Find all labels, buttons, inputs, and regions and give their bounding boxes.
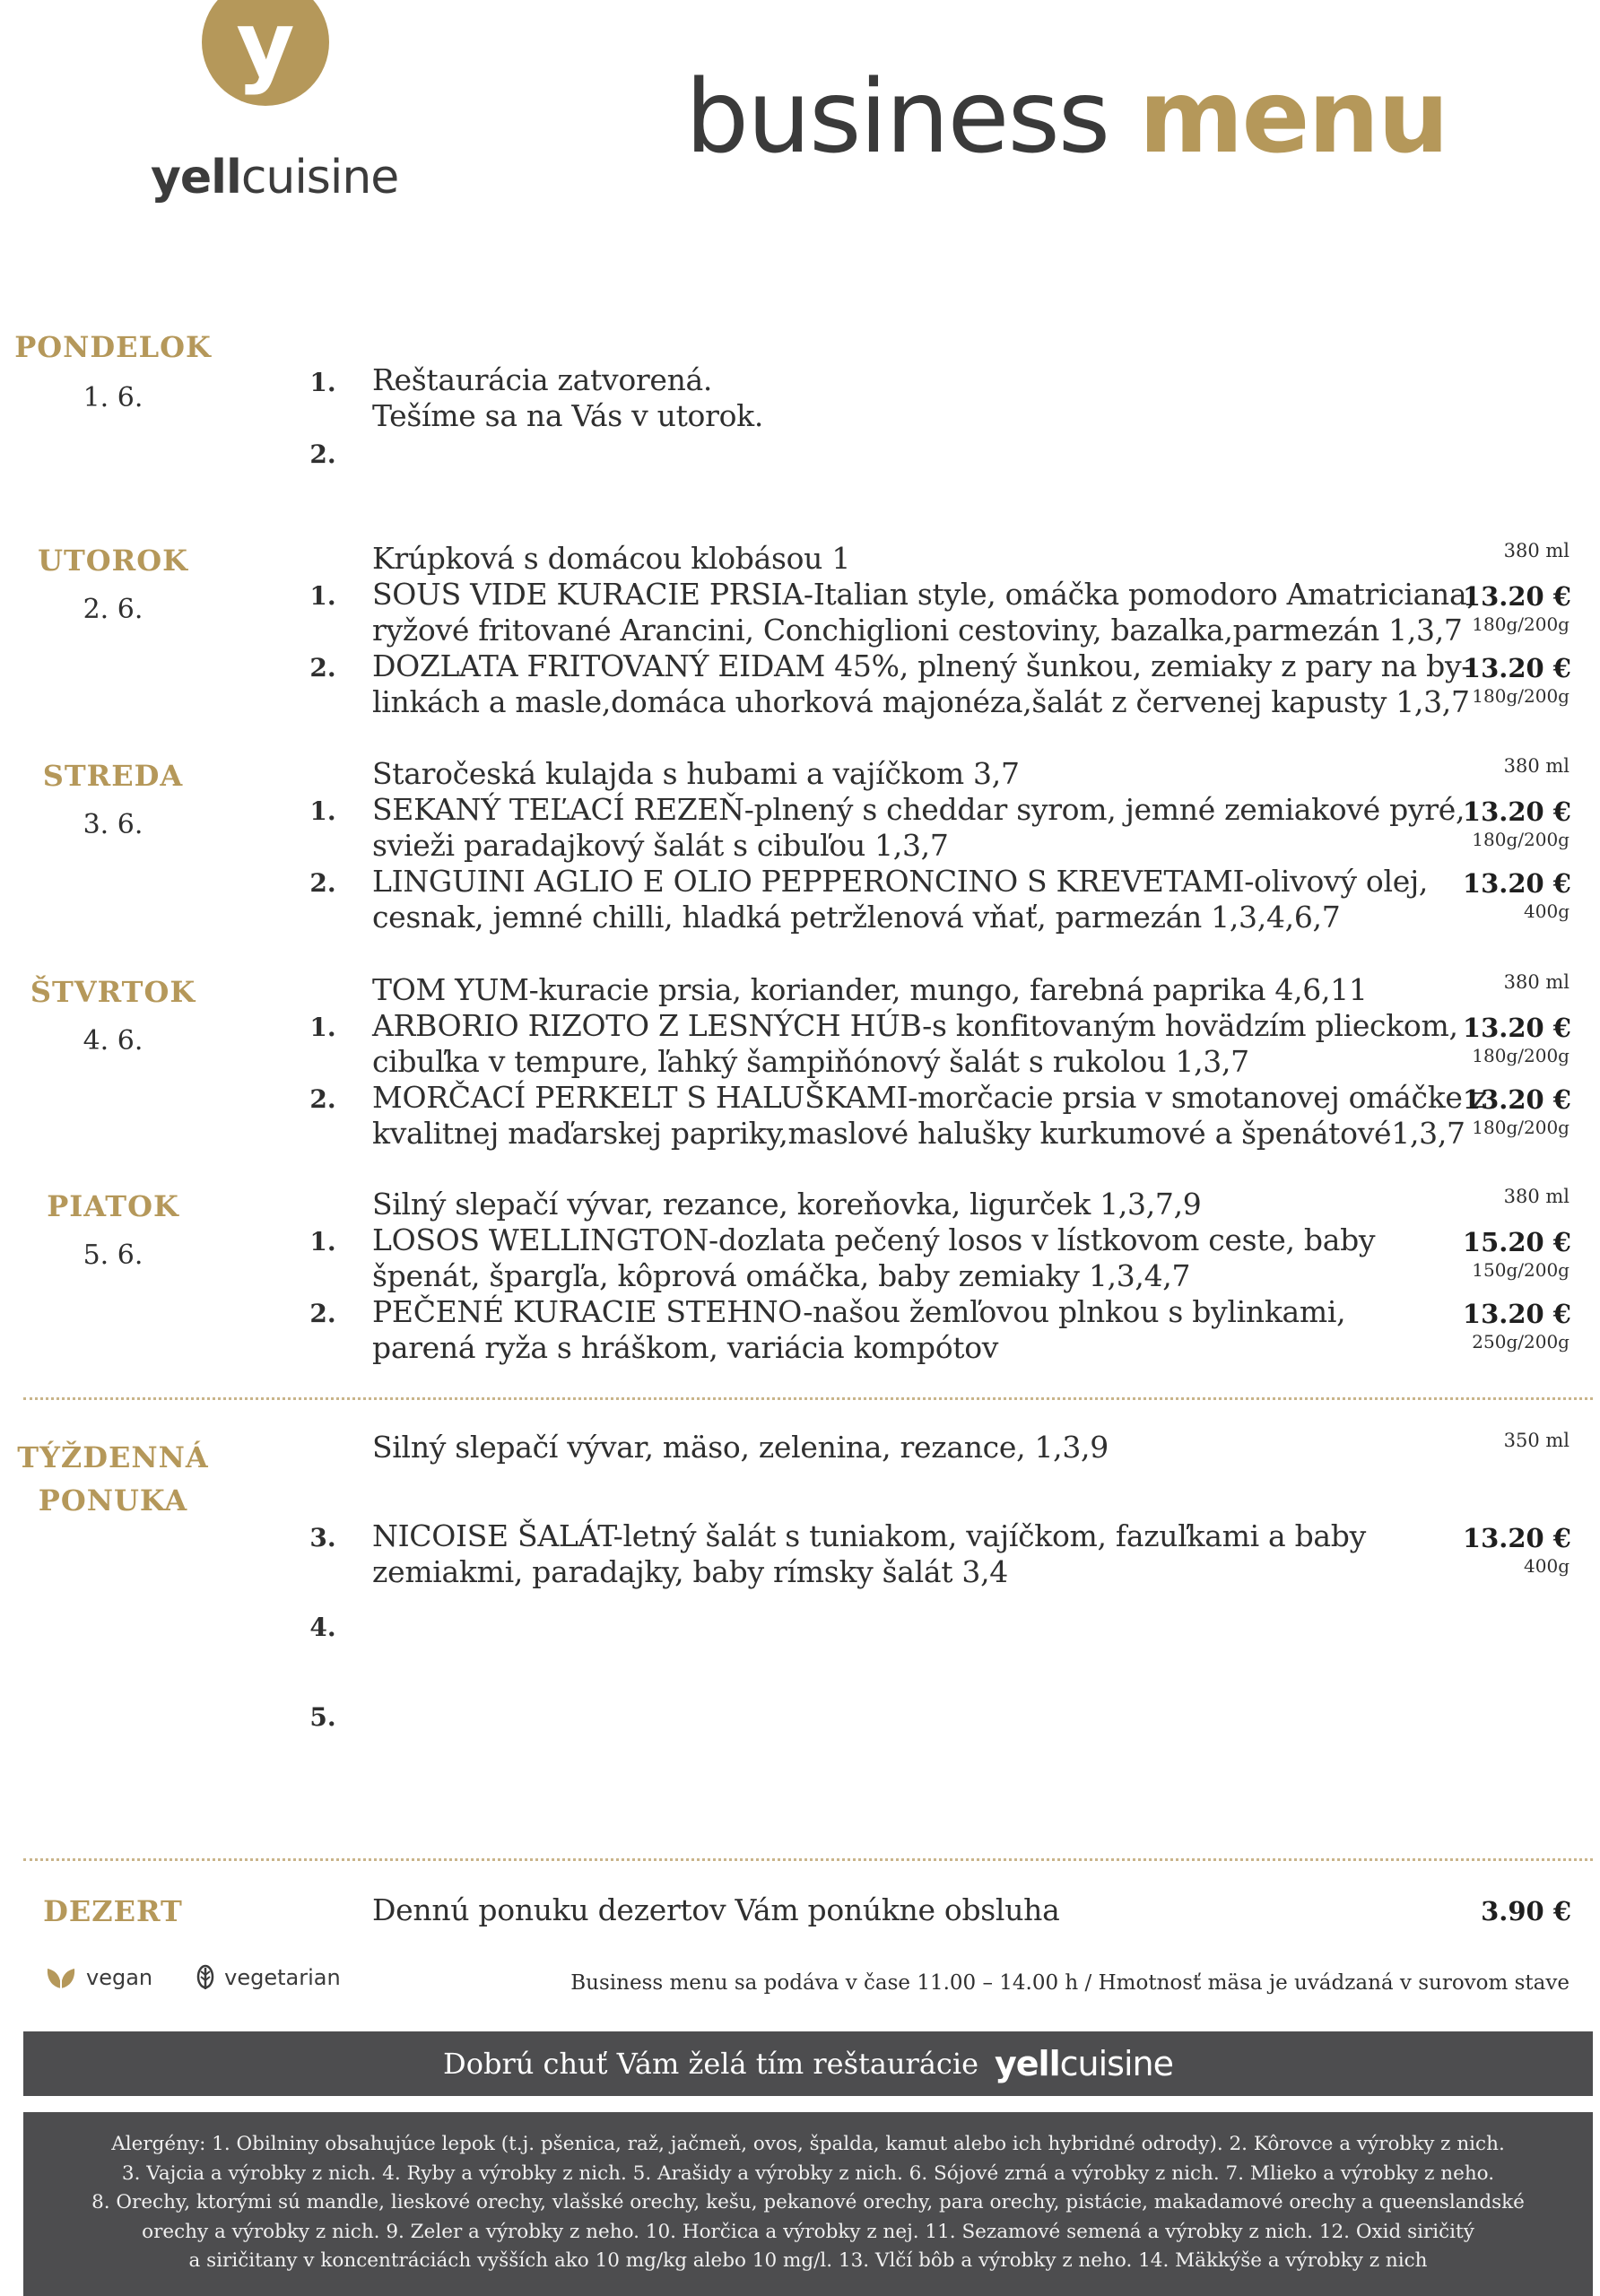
soup: Krúpková s domácou klobásou 1 <box>372 541 851 576</box>
meal-number: 2. <box>309 653 336 683</box>
day-name: PIATOK <box>47 1189 179 1223</box>
meal-number: 1. <box>309 368 336 397</box>
bon-appetit-banner <box>23 2031 1593 2096</box>
meal-weight: 180g/200g <box>1472 685 1570 707</box>
day-date: 2. 6. <box>83 594 143 625</box>
allergen-line: a siričitany v koncentráciách vyšších ako 10 mg/kg alebo 10 mg/l. 13. Vlčí bôb a výrobky z neho. 14. Mäkkýše a výrobky z nich <box>188 2249 1428 2272</box>
meal-line: ARBORIO RIZOTO Z LESNÝCH HÚB-s konfitovaným hovädzím plieckom, <box>372 1008 1458 1043</box>
soup-volume: 350 ml <box>1503 1430 1570 1451</box>
meal-line: kvalitnej maďarskej papriky,maslové halušky kurkumové a špenátové1,3,7 <box>372 1116 1465 1151</box>
divider <box>23 1397 1593 1400</box>
meal-line: LINGUINI AGLIO E OLIO PEPPERONCINO S KREVETAMI-olivový olej, <box>372 864 1429 899</box>
meal-weight: 180g/200g <box>1472 829 1570 850</box>
soup: Silný slepačí vývar, mäso, zelenina, rezance, 1,3,9 <box>372 1430 1109 1465</box>
meal-line: LOSOS WELLINGTON-dozlata pečený losos v lístkovom ceste, baby <box>372 1222 1376 1257</box>
meal-weight: 400g <box>1524 1555 1570 1577</box>
meal-number: 1. <box>309 1227 336 1257</box>
meal-weight: 400g <box>1524 900 1570 922</box>
meal-number: 1. <box>309 581 336 611</box>
meal-weight: 180g/200g <box>1472 1045 1570 1066</box>
soup: TOM YUM-kuracie prsia, koriander, mungo, farebná paprika 4,6,11 <box>372 972 1368 1007</box>
meal-line: NICOISE ŠALÁT-letný šalát s tuniakom, vajíčkom, fazuľkami a baby <box>372 1518 1366 1553</box>
meal-line: MORČACÍ PERKELT S HALUŠKAMI-morčacie prsia v smotanovej omáčke z <box>372 1080 1487 1115</box>
meal-number: 2. <box>309 1084 336 1114</box>
logo-letter: y <box>236 0 295 97</box>
allergen-line: orechy a výrobky z nich. 9. Zeler a výrobky z neho. 10. Horčica a výrobky z nej. 11. Sezamové semená a výrobky z nich. 12. Oxid siričitý <box>142 2220 1474 2243</box>
logo <box>151 0 399 224</box>
dessert-text: Dennú ponuku dezertov Vám ponúkne obsluha <box>372 1892 1060 1927</box>
meal-number: 1. <box>309 1013 336 1042</box>
soup-volume: 380 ml <box>1503 755 1570 777</box>
meal-price: 13.20 € <box>1462 581 1571 612</box>
logo-wordmark: yellcuisine <box>151 151 399 204</box>
weekly-name-line-1: TÝŽDENNÁ <box>17 1440 209 1474</box>
logo-mark <box>202 0 329 106</box>
meal-number: 2. <box>309 439 336 469</box>
day-date: 3. 6. <box>83 809 143 840</box>
soup-volume: 380 ml <box>1503 1186 1570 1207</box>
meal-price: 13.20 € <box>1462 1523 1571 1553</box>
meal-weight: 250g/200g <box>1472 1331 1570 1352</box>
meal-weight: 180g/200g <box>1472 1117 1570 1138</box>
soup: Staročeská kulajda s hubami a vajíčkom 3,7 <box>372 756 1020 791</box>
meal-price: 13.20 € <box>1462 796 1571 827</box>
meal-weight: 180g/200g <box>1472 613 1570 635</box>
weekly-name-line-2: PONUKA <box>38 1483 188 1518</box>
meal-line: parená ryža s hráškom, variácia kompótov <box>372 1330 999 1365</box>
allergen-line: Alergény: 1. Obilniny obsahujúce lepok (t.j. pšenica, raž, jačmeň, ovos, špalda, kamut alebo ich hybridné odrody). 2. Kôrovce a výrobky z nich. <box>111 2133 1505 2155</box>
divider <box>23 1858 1593 1861</box>
vegetarian-grain-icon <box>196 1964 215 1991</box>
vegan-leaf-icon <box>45 1965 77 1990</box>
dessert-price: 3.90 € <box>1481 1896 1571 1926</box>
day-date: 4. 6. <box>83 1025 143 1057</box>
meal-line: cesnak, jemné chilli, hladká petržlenová vňať, parmezán 1,3,4,6,7 <box>372 900 1341 935</box>
closed-line-2: Tešíme sa na Vás v utorok. <box>372 398 764 433</box>
meal-line: SOUS VIDE KURACIE PRSIA-Italian style, omáčka pomodoro Amatriciana, <box>372 577 1476 612</box>
allergen-line: 3. Vajcia a výrobky z nich. 4. Ryby a výrobky z nich. 5. Arašidy a výrobky z nich. 6. Sójové zrná a výrobky z nich. 7. Mlieko a výrobky z neho. <box>121 2161 1495 2185</box>
day-date: 1. 6. <box>83 382 143 413</box>
meal-line: SEKANÝ TEĽACÍ REZEŇ-plnený s cheddar syrom, jemné zemiakové pyré, <box>372 792 1465 827</box>
meal-number: 2. <box>309 1299 336 1328</box>
meal-price: 13.20 € <box>1462 1084 1571 1115</box>
meal-number: 5. <box>309 1702 336 1732</box>
day-name: UTOROK <box>38 544 188 578</box>
meal-price: 15.20 € <box>1462 1227 1571 1257</box>
vegetarian-label: vegetarian <box>224 1965 341 1990</box>
meal-line: svieži paradajkový šalát s cibuľou 1,3,7 <box>372 828 949 863</box>
page-title: business menu <box>685 59 1448 176</box>
meal-number: 2. <box>309 868 336 898</box>
meal-price: 13.20 € <box>1462 1013 1571 1043</box>
meal-weight: 150g/200g <box>1472 1259 1570 1281</box>
dessert-name: DEZERT <box>43 1894 183 1928</box>
meal-line: linkách a masle,domáca uhorková majonéza,šalát z červenej kapusty 1,3,7 <box>372 684 1470 719</box>
day-date: 5. 6. <box>83 1239 143 1271</box>
meal-number: 1. <box>309 796 336 826</box>
meal-number: 4. <box>309 1613 336 1642</box>
allergen-line: 8. Orechy, ktorými sú mandle, lieskové orechy, vlašské orechy, kešu, pekanové orechy, para orechy, pistácie, makadamové orechy a queenslandské <box>91 2191 1525 2213</box>
banner-brand: yellcuisine <box>995 2044 1173 2083</box>
day-name: STREDA <box>42 759 184 793</box>
diet-legend <box>45 1964 341 1991</box>
meal-line: DOZLATA FRITOVANÝ EIDAM 45%, plnený šunkou, zemiaky z pary na by- <box>372 648 1472 683</box>
day-name: PONDELOK <box>14 330 212 364</box>
meal-price: 13.20 € <box>1462 1299 1571 1329</box>
meal-number: 3. <box>309 1523 336 1552</box>
allergen-list <box>23 2112 1593 2296</box>
meal-line: cibuľka v tempure, ľahký šampiňónový šalát s rukolou 1,3,7 <box>372 1044 1249 1079</box>
meal-line: zemiakmi, paradajky, baby rímsky šalát 3,4 <box>372 1554 1008 1589</box>
meal-line: špenát, špargľa, kôprová omáčka, baby zemiaky 1,3,4,7 <box>372 1258 1191 1293</box>
vegan-label: vegan <box>86 1965 153 1990</box>
day-name: ŠTVRTOK <box>30 975 196 1009</box>
banner-text: Dobrú chuť Vám želá tím reštaurácie <box>443 2047 979 2081</box>
meal-price: 13.20 € <box>1462 653 1571 683</box>
service-note: Business menu sa podáva v čase 11.00 – 14.00 h / Hmotnosť mäsa je uvádzaná v surovom stave <box>570 1971 1570 1995</box>
meal-line: ryžové fritované Arancini, Conchiglioni cestoviny, bazalka,parmezán 1,3,7 <box>372 613 1463 648</box>
meal-line: PEČENÉ KURACIE STEHNO-našou žemľovou plnkou s bylinkami, <box>372 1294 1346 1329</box>
meal-price: 13.20 € <box>1462 868 1571 899</box>
closed-line-1: Reštaurácia zatvorená. <box>372 362 713 397</box>
soup-volume: 380 ml <box>1503 971 1570 993</box>
soup-volume: 380 ml <box>1503 540 1570 561</box>
soup: Silný slepačí vývar, rezance, koreňovka, ligurček 1,3,7,9 <box>372 1187 1202 1222</box>
